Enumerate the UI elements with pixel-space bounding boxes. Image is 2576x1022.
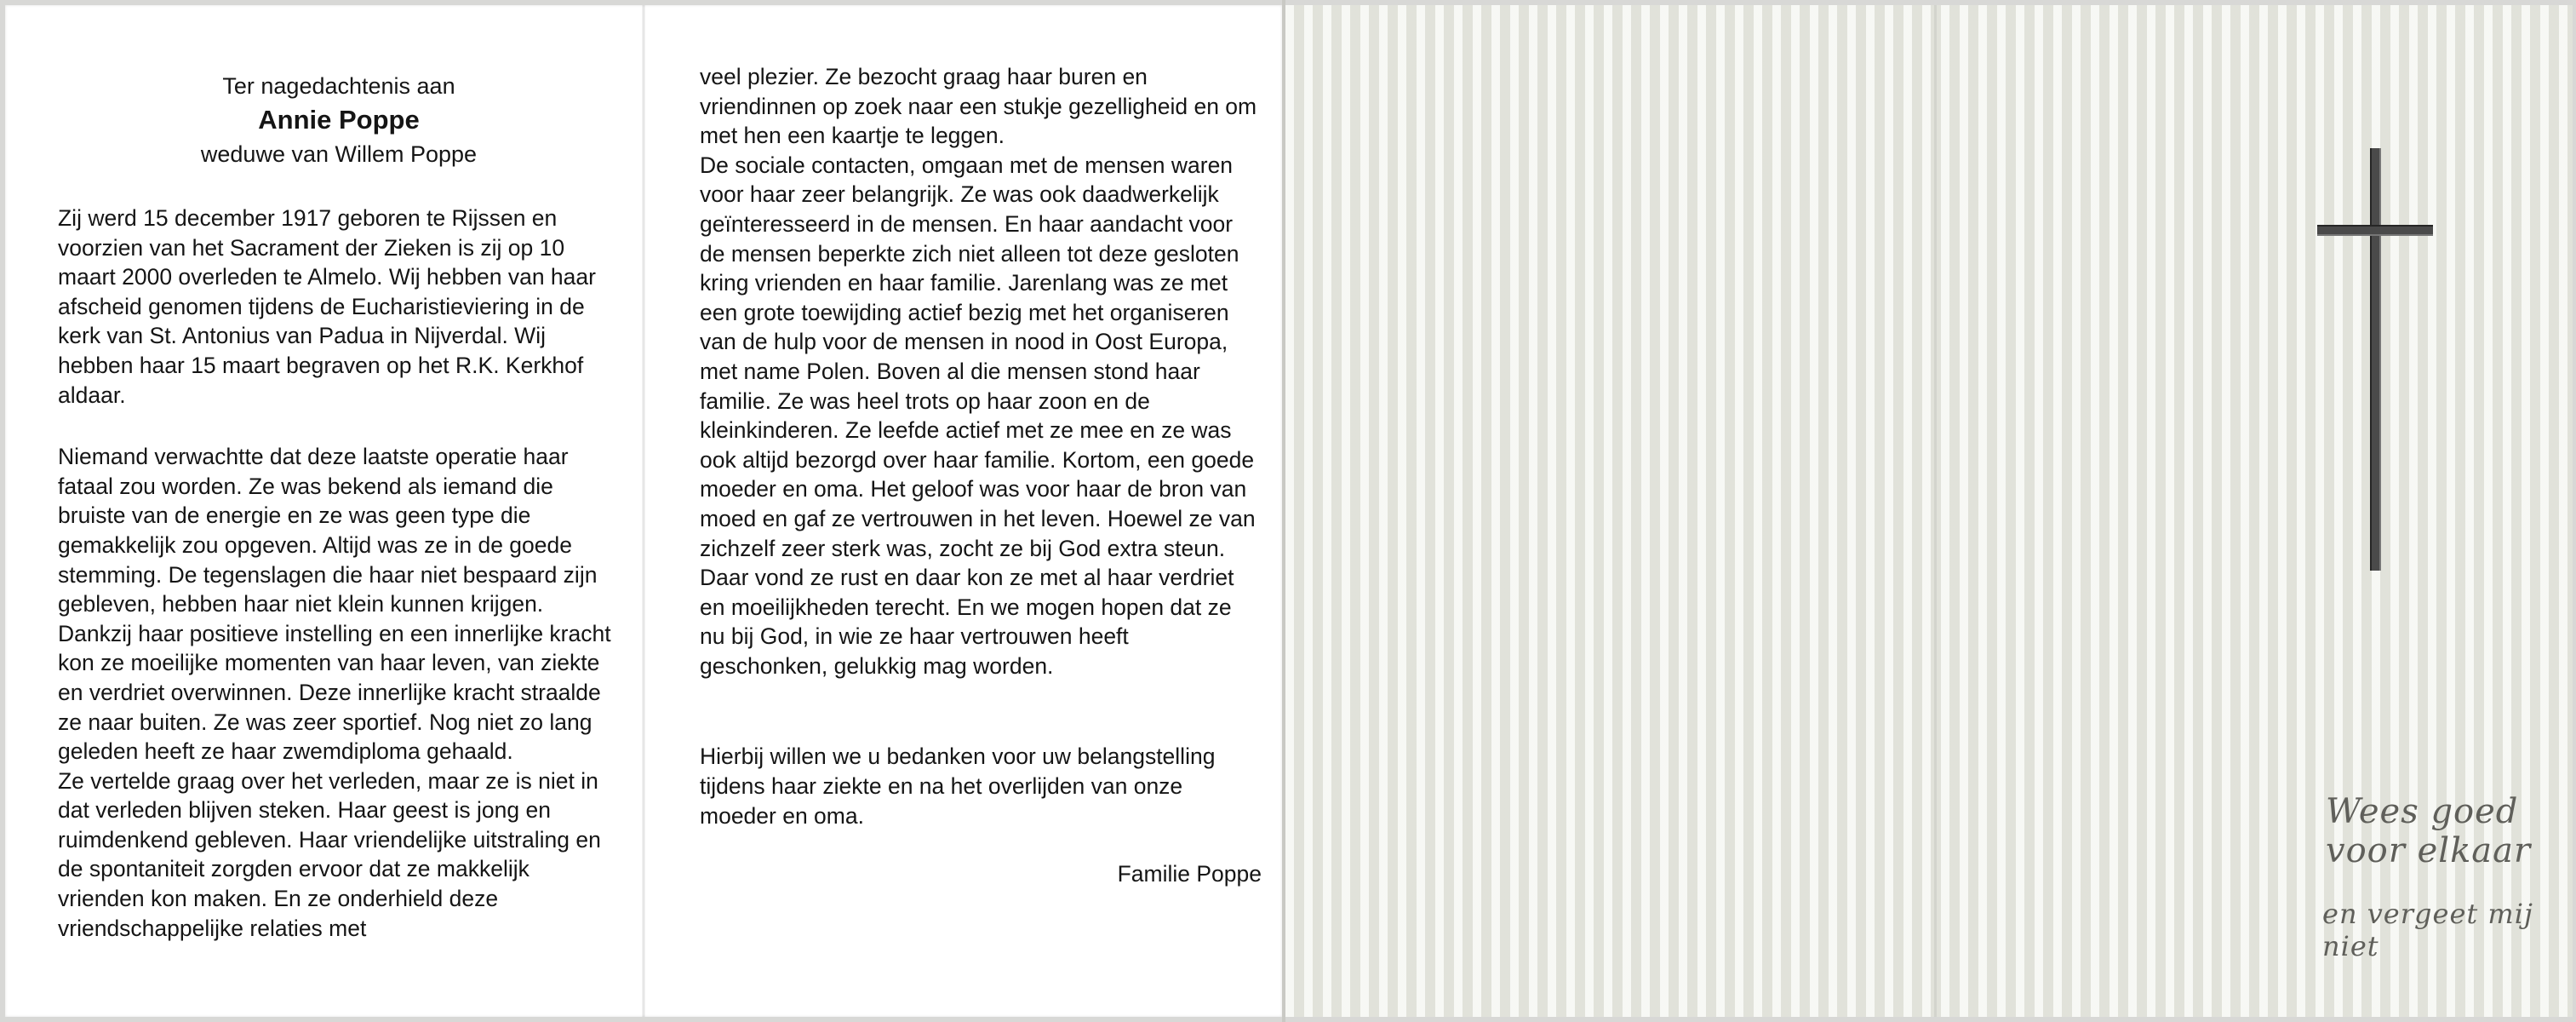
- deceased-name: Annie Poppe: [258, 105, 420, 135]
- heading-intro: Ter nagedachtenis aan: [222, 73, 455, 99]
- paragraph-social: De sociale contacten, omgaan met de mensen waren voor haar zeer belangrijk. Ze was ook daadwerkelijk geïnteresseerd in de mensen. En haar aandacht voor de mensen beperkte zich niet alleen tot deze gesloten kring vrienden en haar familie. Jarenlang was ze met een grote toewijding actief bezig met het organiseren van de hulp voor de mensen in nood in Oost Europa, met name Polen. Boven al die mensen stond haar familie. Ze was heel trots op haar zoon en de kleinkinderen. Ze leefde actief met ze mee en ze was ook altijd bezorgd over haar familie. Kortom, een goede moeder en oma. Het geloof was voor haar de bron van moed en gaf ze vertrouwen in het leven. Hoewel ze van zichzelf zeer sterk was, zocht ze bij God extra steun. Daar vond ze rust en daar kon ze met al haar verdriet en moeilijkheden terecht. En we mogen hopen dat ze nu bij God, in wie ze haar vertrouwen heeft geschonken, gelukkig mag worden.: [700, 152, 1256, 679]
- center-fold: [642, 5, 645, 1017]
- signoff: Familie Poppe: [1117, 861, 1262, 887]
- text-column-left: [58, 69, 620, 943]
- paragraph-past: Ze vertelde graag over het verleden, maar ze is niet in dat verleden blijven steken. Haar geest is jong en ruimdenkend gebleven. Haar vriendelijke uitstraling en de spontaniteit zorgden ervoor dat ze makkelijk vrienden kon maken. En ze onderhield deze vriendschappelijke relaties met: [58, 767, 601, 941]
- paragraph-biography: Zij werd 15 december 1917 geboren te Rijssen en voorzien van het Sacrament der Zieken is zij op 10 maart 2000 overleden te Almelo. Wij hebben van haar afscheid genomen tijdens de Eucharistieviering in de kerk van St. Antonius van Padua in Nijverdal. Wij hebben haar 15 maart begraven op het R.K. Kerkhof aldaar.: [58, 205, 596, 408]
- cover-panel: [1285, 5, 2573, 1017]
- cover-fold: [1934, 5, 1937, 1017]
- paragraph-thanks: Hierbij willen we u bedanken voor uw belangstelling tijdens haar ziekte en na het overlijden van onze moeder en oma.: [700, 744, 1216, 829]
- paragraph-character: Niemand verwachtte dat deze laatste operatie haar fataal zou worden. Ze was bekend als iemand die bruiste van de energie en ze was geen type die gemakkelijk zou opgeven. Altijd was ze in de goede stemming. De tegenslagen die haar niet bespaard zijn gebleven, hebben haar niet klein kunnen krijgen. Dankzij haar positieve instelling en een innerlijke kracht kon ze moeilijke momenten van haar leven, van ziekte en verdriet overwinnen. Deze innerlijke kracht straalde ze naar buiten. Ze was zeer sportief. Nog niet zo lang geleden heeft ze haar zwemdiploma gehaald.: [58, 444, 611, 765]
- verse-line-1: Wees goed voor elkaar: [2326, 792, 2532, 870]
- paragraph-continued: veel plezier. Ze bezocht graag haar buren en vriendinnen op zoek naar een stukje gezelligheid en om met hen een kaartje te leggen.: [700, 64, 1257, 149]
- heading: [83, 69, 594, 171]
- verse-line-2: en vergeet mij niet: [2322, 898, 2533, 962]
- heading-subtitle: weduwe van Willem Poppe: [200, 141, 478, 167]
- cross-icon: [2312, 148, 2440, 574]
- text-column-right: [700, 62, 1262, 889]
- text-panel: [5, 5, 1282, 1017]
